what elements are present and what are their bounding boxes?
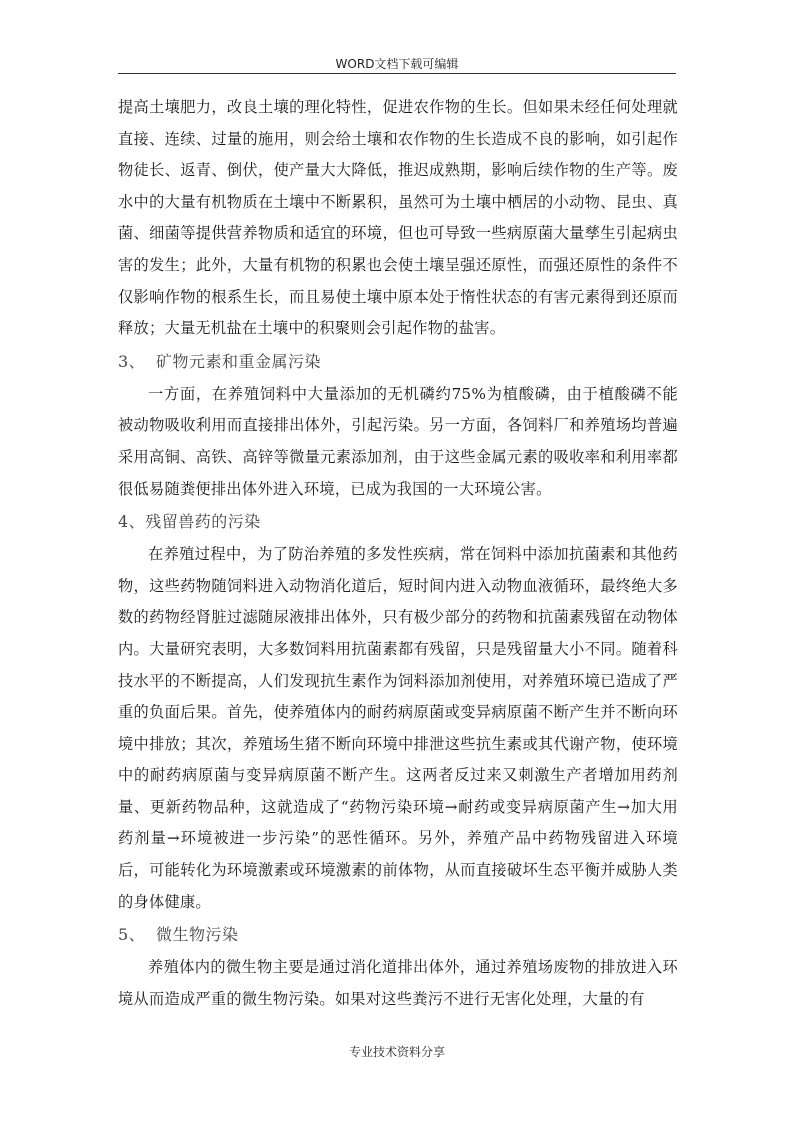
section-3-number: 3、 [118, 351, 146, 371]
section-4-heading [118, 505, 678, 539]
section-5-number: 5、 [118, 925, 146, 945]
section-5-title: 微生物污染 [156, 925, 239, 945]
intro-paragraph: 提高土壤肥力，改良土壤的理化特性，促进农作物的生长。但如果未经任何处理就直接、连续、过量的施用，则会给土壤和农作物的生长造成不良的影响，如引起作物徒长、返青、倒伏，使产量大大降低，推迟成熟期，影响后续作物的生产等。废水中的大量有机物质在土壤中不断累积，虽然可为土壤中栖居的小动物、昆虫、真菌、细菌等提供营养物质和适宜的环境，但也可导致一些病原菌大量孳生引起病虫害的发生；此外，大量有机物的积累也会使土壤呈强还原性，而强还原性的条件不仅影响作物的根系生长，而且易使土壤中原本处于惰性状态的有害元素得到还原而释放；大量无机盐在土壤中的积聚则会引起作物的盐害。 [118, 98, 678, 338]
header-divider [118, 73, 676, 74]
section-4-title: 残留兽药的污染 [145, 512, 261, 532]
document-body [118, 92, 678, 1015]
section-4-paragraph: 在养殖过程中，为了防治养殖的多发性疾病，常在饲料中添加抗菌素和其他药物，这些药物随饲料进入动物消化道后，短时间内进入动物血液循环，最终绝大多数的药物经肾脏过滤随尿液排出体外，只有极少部分的药物和抗菌素残留在动物体内。大量研究表明，大多数饲料用抗菌素都有残留，只是残留量大小不同。随着科技水平的不断提高，人们发现抗生素作为饲料添加剂使用，对养殖环境已造成了严重的负面后果。首先，使养殖体内的耐药病原菌或变异病原菌不断产生并不断向环境中排放；其次，养殖场生猪不断向环境中排泄这些抗生素或其代谢产物，使环境中的耐药病原菌与变异病原菌不断产生。这两者反过来又刺激生产者增加用药剂量、更新药物品种，这就造成了“药物污染环境→耐药或变异病原菌产生→加大用药剂量→环境被进一步污染”的恶性循环。另外，养殖产品中药物残留进入环境后，可能转化为环境激素或环境激素的前体物，从而直接破坏生态平衡并威胁人类的身体健康。 [118, 545, 678, 911]
page-header: WORD文档下载可编辑 [335, 57, 459, 71]
page-footer: 专业技术资料分享 [348, 1045, 445, 1059]
section-3-paragraph: 一方面，在养殖饲料中大量添加的无机磷约75%为植酸磷，由于植酸磷不能被动物吸收利用而直接排出体外，引起污染。另一方面，各饲料厂和养殖场均普遍采用高铜、高铁、高锌等微量元素添加剂，由于这些金属元素的吸收率和利用率都很低易随粪便排出体外进入环境，已成为我国的一大环境公害。 [118, 384, 678, 498]
section-5-heading [118, 918, 678, 952]
section-5-paragraph: 养殖体内的微生物主要是通过消化道排出体外，通过养殖场废物的排放进入环境从而造成严重的微生物污染。如果对这些粪污不进行无害化处理，大量的有 [118, 958, 678, 1008]
section-4-number: 4、 [118, 512, 146, 532]
section-3-title: 矿物元素和重金属污染 [156, 351, 322, 371]
section-3-heading [118, 345, 678, 379]
